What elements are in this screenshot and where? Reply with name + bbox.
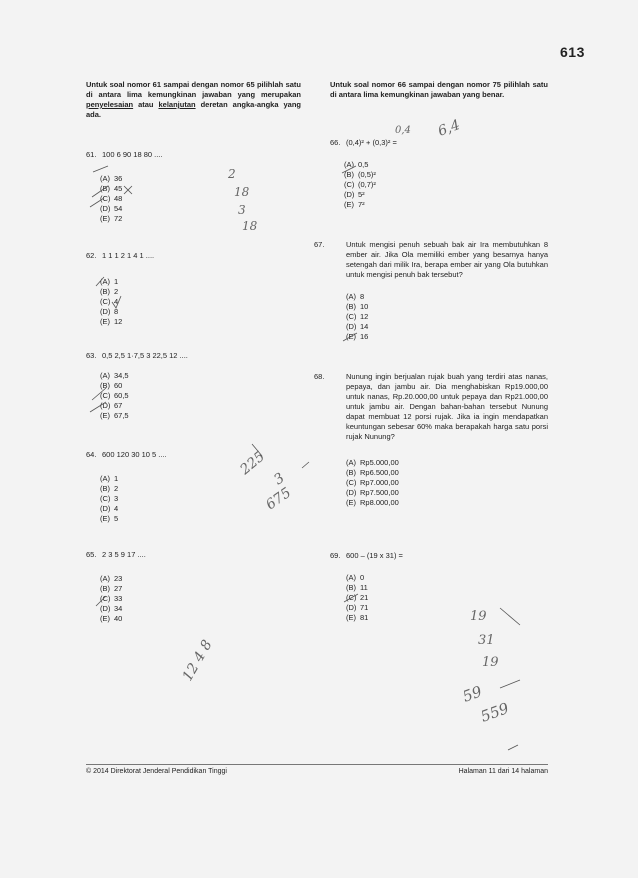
- question-number: 61.: [86, 150, 97, 159]
- question-text: 600 120 30 10 5 ....: [102, 450, 167, 459]
- question-number: 68.: [314, 372, 325, 381]
- option-d[interactable]: (D) 4: [100, 504, 119, 513]
- question-text: Untuk mengisi penuh sebuah bak air Ira membutuhkan 8 ember air. Jika Ola memiliki ember yang besarnya hanya setengah dari milik Ira, berapa ember air yang Ola butuhkan untuk mengisi penuh bak tersebut?: [346, 240, 548, 279]
- question-66: [330, 138, 548, 210]
- option-b[interactable]: (B) 45: [100, 184, 123, 193]
- option-a[interactable]: (A) 0: [346, 573, 365, 582]
- question-number: 67.: [314, 240, 325, 249]
- option-d[interactable]: (D) Rp7.500,00: [346, 488, 399, 497]
- option-c[interactable]: (C) 3: [100, 494, 119, 503]
- note-61b: 18: [234, 185, 250, 199]
- option-d[interactable]: (D) 34: [100, 604, 123, 613]
- option-a[interactable]: (A) 23: [100, 574, 123, 583]
- option-b[interactable]: (B) 60: [100, 381, 123, 390]
- option-d[interactable]: (D) 5²: [344, 190, 365, 199]
- scribble-69b: [500, 680, 520, 688]
- option-b[interactable]: (B) 27: [100, 584, 123, 593]
- left-instruction: Untuk soal nomor 61 sampai dengan nomor 65 pilihlah satu di antara lima kemungkinan jawaban yang merupakan penyelesaian atau kelanjutan deretan angka-angka yang ada.: [86, 80, 301, 119]
- option-a[interactable]: (A) 8: [346, 292, 365, 301]
- option-c[interactable]: (C) 21: [346, 593, 369, 602]
- note-66a: 0,4: [395, 125, 411, 136]
- note-69e: 559: [478, 699, 512, 726]
- note-64b: 3: [271, 470, 288, 489]
- note-61c: 3: [238, 203, 246, 217]
- question-67: [314, 240, 548, 342]
- question-number: 69.: [330, 551, 341, 560]
- option-d[interactable]: (D) 8: [100, 307, 119, 316]
- note-66b: 6,4: [435, 117, 463, 140]
- option-c[interactable]: (C) 33: [100, 594, 123, 603]
- question-text: 0,5 2,5 1·7,5 3 22,5 12 ....: [102, 351, 188, 360]
- option-a[interactable]: (A) 34,5: [100, 371, 129, 380]
- option-c[interactable]: (C) 12: [346, 312, 369, 321]
- scribble-64b: [302, 462, 309, 468]
- option-e[interactable]: (E) 67,5: [100, 411, 129, 420]
- option-e[interactable]: (E) 7²: [344, 200, 365, 209]
- question-69: [330, 551, 548, 623]
- option-b[interactable]: (B) 11: [346, 583, 368, 592]
- question-text: Nunung ingin berjualan rujak buah yang terdiri atas nanas, pepaya, dan jambu air. Dia menghabiskan Rp19.000,00 untuk nanas, Rp.20.000,00 untuk pepaya dan Rp21.000,00 untuk jambu air. Dengan bahan-bahan tersebut Nunung dapat membuat 12 porsi rujak. Jika ia ingin mendapatkan keuntungan sebesar 60% maka berapakah harga satu porsi rujak Nunung?: [346, 372, 548, 441]
- option-a[interactable]: (A) 1: [100, 277, 119, 286]
- footer-page-info: Halaman 11 dari 14 halaman: [458, 768, 548, 775]
- footer-copyright: © 2014 Direktorat Jenderal Pendidikan Tinggi: [86, 768, 227, 775]
- option-c[interactable]: (C) 60,5: [100, 391, 129, 400]
- question-64: [86, 450, 301, 524]
- note-61d: 18: [242, 219, 258, 233]
- option-d[interactable]: (D) 71: [346, 603, 369, 612]
- option-d[interactable]: (D) 14: [346, 322, 369, 331]
- note-69b: 31: [478, 633, 495, 648]
- question-text: 2 3 5 9 17 ....: [102, 550, 146, 559]
- option-c[interactable]: (C) (0,7)²: [344, 180, 376, 189]
- option-a[interactable]: (A) 36: [100, 174, 123, 183]
- option-e[interactable]: (E) 5: [100, 514, 119, 523]
- note-64c: 675: [263, 484, 295, 514]
- page-number: 613: [560, 44, 585, 60]
- option-e[interactable]: (E) 12: [100, 317, 123, 326]
- scribble-69c: [508, 745, 518, 750]
- note-69d: 59: [460, 682, 485, 706]
- option-d[interactable]: (D) 67: [100, 401, 123, 410]
- option-d[interactable]: (D) 54: [100, 204, 123, 213]
- question-number: 64.: [86, 450, 97, 459]
- question-text: 1 1 1 2 1 4 1 ....: [102, 251, 155, 260]
- note-65: 12 4 8: [179, 637, 216, 684]
- option-a[interactable]: (A) 1: [100, 474, 119, 483]
- option-a[interactable]: (A) Rp5.000,00: [346, 458, 399, 467]
- option-b[interactable]: (B) 2: [100, 287, 119, 296]
- option-e[interactable]: (E) 16: [346, 332, 369, 341]
- option-e[interactable]: (E) 40: [100, 614, 123, 623]
- question-68: [314, 372, 548, 508]
- question-number: 65.: [86, 550, 97, 559]
- question-number: 63.: [86, 351, 97, 360]
- option-b[interactable]: (B) Rp6.500,00: [346, 468, 399, 477]
- question-text: 600 – (19 x 31) =: [346, 551, 403, 560]
- note-64a: 225: [237, 448, 269, 479]
- question-63: [86, 351, 301, 421]
- question-number: 66.: [330, 138, 341, 147]
- option-a[interactable]: (A) 0,5: [344, 160, 369, 169]
- note-69a: 19: [470, 609, 487, 624]
- page-footer: [86, 764, 548, 775]
- question-number: 62.: [86, 251, 97, 260]
- option-e[interactable]: (E) 81: [346, 613, 369, 622]
- option-e[interactable]: (E) Rp8.000,00: [346, 498, 399, 507]
- note-69c: 19: [482, 655, 499, 670]
- right-instruction: Untuk soal nomor 66 sampai dengan nomor 75 pilihlah satu di antara lima kemungkinan jawaban yang benar.: [330, 80, 548, 99]
- question-62: [86, 251, 301, 327]
- option-e[interactable]: (E) 72: [100, 214, 123, 223]
- question-text: 100 6 90 18 80 ....: [102, 150, 163, 159]
- question-text: (0,4)² + (0,3)² =: [346, 138, 397, 147]
- question-61: [86, 150, 301, 224]
- option-c[interactable]: (C) 48: [100, 194, 123, 203]
- option-c[interactable]: (C) 4: [100, 297, 119, 306]
- option-b[interactable]: (B) 10: [346, 302, 369, 311]
- option-b[interactable]: (B) 2: [100, 484, 119, 493]
- question-65: [86, 550, 301, 624]
- note-61a: 2: [228, 167, 236, 181]
- option-b[interactable]: (B) (0,5)²: [344, 170, 376, 179]
- option-c[interactable]: (C) Rp7.000,00: [346, 478, 399, 487]
